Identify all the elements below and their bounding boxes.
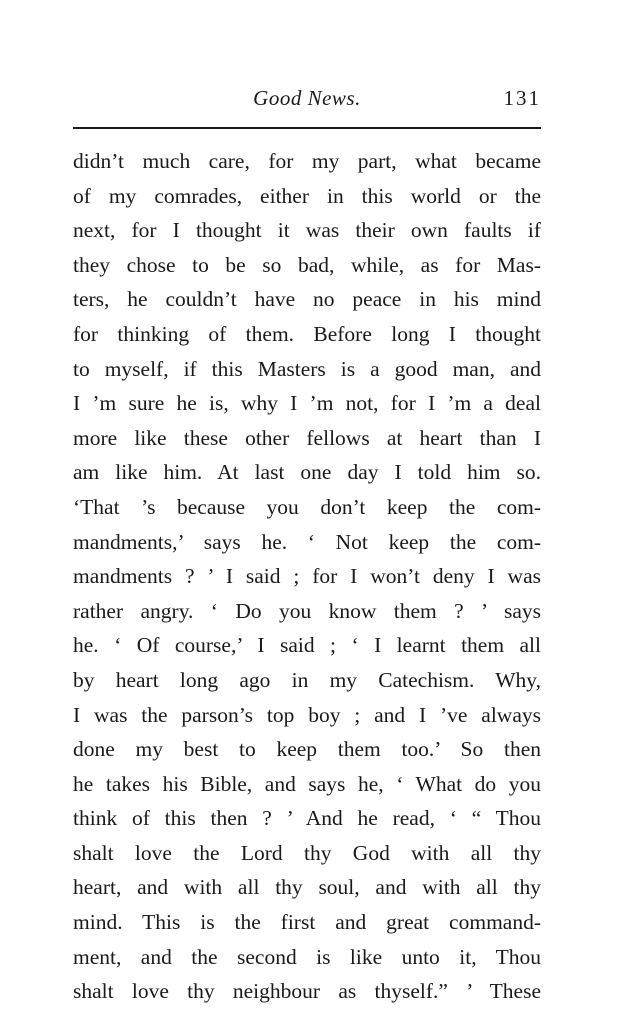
text-line: heart, and with all thy soul, and with all thy (73, 875, 541, 900)
header-rule (73, 127, 541, 129)
text-line: they chose to be so bad, while, as for Mas- (73, 252, 541, 277)
running-head (73, 86, 541, 116)
text-line: mind. This is the first and great command- (73, 910, 541, 935)
text-line: ters, he couldn’t have no peace in his mind (73, 287, 541, 312)
text-line: to myself, if this Masters is a good man, and (73, 356, 541, 381)
text-line: by heart long ago in my Catechism. Why, (73, 667, 541, 692)
text-line: didn’t much care, for my part, what became (73, 149, 541, 173)
text-line: he takes his Bible, and says he, ‘ What do you (73, 771, 541, 796)
text-line: am like him. At last one day I told him so. (73, 460, 541, 485)
text-line: next, for I thought it was their own faults if (73, 218, 541, 243)
page-number: 131 (503, 86, 541, 110)
text-line: I ’m sure he is, why I ’m not, for I ’m a deal (73, 391, 541, 416)
text-line: rather angry. ‘ Do you know them ? ’ says (73, 598, 541, 623)
text-line: of my comrades, either in this world or the (73, 183, 541, 208)
text-line: mandments,’ says he. ‘ Not keep the com- (73, 529, 541, 554)
text-line: mandments ? ’ I said ; for I won’t deny I was (73, 564, 541, 589)
text-line: I was the parson’s top boy ; and I ’ve always (73, 702, 541, 727)
text-line: shalt love thy neighbour as thyself.” ’ These (73, 979, 541, 1004)
text-line: shalt love the Lord thy God with all thy (73, 840, 541, 865)
text-line: ment, and the second is like unto it, Thou (73, 944, 541, 969)
running-title: Good News. (253, 86, 361, 110)
body-text (73, 144, 541, 1009)
text-line: for thinking of them. Before long I thought (73, 321, 541, 346)
text-line: ‘That ’s because you don’t keep the com- (73, 494, 541, 519)
text-line: done my best to keep them too.’ So then (73, 737, 541, 762)
text-line: think of this then ? ’ And he read, ‘ “ Thou (73, 806, 541, 831)
text-line: he. ‘ Of course,’ I said ; ‘ I learnt them all (73, 633, 541, 658)
text-line: more like these other fellows at heart than I (73, 425, 541, 450)
